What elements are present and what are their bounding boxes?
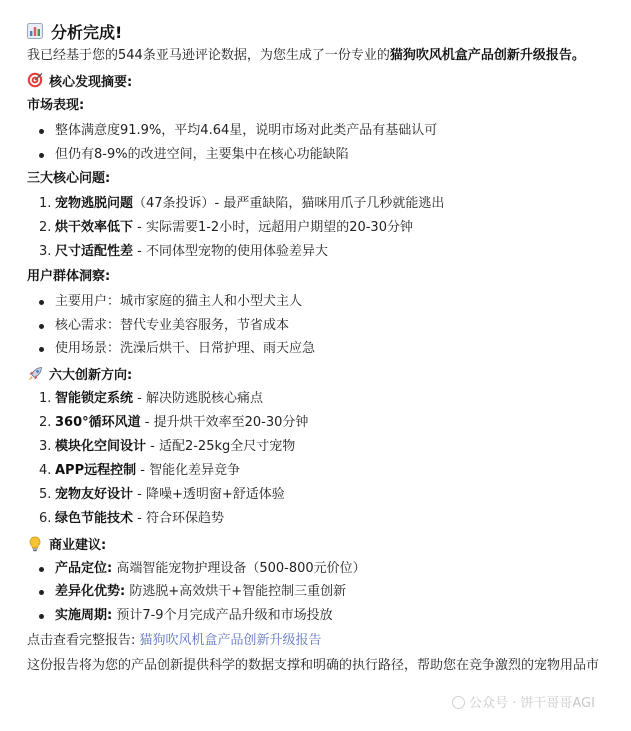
list-item: 6. 绿色节能技术 - 符合环保趋势: [39, 510, 224, 526]
intro-report-name: 猫狗吹风机盒产品创新升级报告。: [389, 48, 585, 63]
list-item: 1. 宠物逃脱问题（47条投诉）- 最严重缺陷，猫咪用爪子几秒就能逃出: [39, 196, 445, 211]
business-list: [27, 557, 631, 628]
list-item: 差异化优势: 防逃脱+高效烘干+智能控制三重创新: [27, 580, 631, 604]
watermark-text: 公众号 · 饼干哥哥AGI: [469, 696, 595, 711]
list-item: 但仍有8-9%的改进空间，主要集中在核心功能缺陷: [27, 143, 631, 167]
problems-list: [27, 192, 631, 264]
report-message: [27, 18, 631, 677]
business-heading-row: [27, 531, 631, 557]
innovation-heading: 六大创新方向:: [49, 368, 133, 383]
problems-label: 三大核心问题:: [27, 171, 111, 186]
report-link-row: [27, 629, 631, 652]
summary-heading: 核心发现摘要:: [49, 74, 133, 90]
list-item: 2. 360°循环风道 - 提升烘干效率至20-30分钟: [39, 414, 309, 430]
report-link-prefix: 点击查看完整报告:: [27, 633, 136, 648]
intro-text: [27, 44, 631, 67]
list-item: 3. 尺寸适配性差 - 不同体型宠物的使用体验差异大: [39, 244, 328, 259]
list-item: 实施周期: 预计7-9个月完成产品升级和市场投放: [27, 604, 631, 628]
market-list: [27, 119, 631, 166]
list-item: 核心需求：替代专业美容服务，节省成本: [27, 314, 631, 338]
business-heading: 商业建议:: [49, 538, 107, 553]
footer-text: 这份报告将为您的产品创新提供科学的数据支撑和明确的执行路径，帮助您在竞争激烈的宠物用品市: [27, 658, 600, 673]
lightbulb-icon: [27, 536, 43, 552]
page-title: 分析完成!: [51, 22, 123, 42]
target-icon: [27, 72, 43, 88]
list-item: 3. 模块化空间设计 - 适配2-25kg全尺寸宠物: [39, 438, 296, 454]
report-link[interactable]: 猫狗吹风机盒产品创新升级报告: [139, 633, 322, 648]
users-list: [27, 290, 631, 361]
list-item: 2. 烘干效率低下 - 实际需要1-2小时，远超用户期望的20-30分钟: [39, 220, 413, 235]
market-label: 市场表现:: [27, 98, 85, 113]
list-item: 1. 智能锁定系统 - 解决防逃脱核心痛点: [39, 390, 263, 406]
list-item: 产品定位: 高端智能宠物护理设备（500-800元价位）: [27, 557, 631, 581]
list-item: 4. APP远程控制 - 智能化差异竞争: [39, 462, 241, 478]
users-label: 用户群体洞察:: [27, 269, 111, 284]
intro-prefix: 我已经基于您的544条亚马逊评论数据，为您生成了一份专业的: [27, 48, 390, 63]
watermark: [452, 692, 595, 711]
innovation-heading-row: [27, 361, 631, 387]
bar-chart-icon: [27, 23, 43, 39]
list-item: 使用场景：洗澡后烘干、日常护理、雨天应急: [27, 337, 631, 361]
list-item: 整体满意度91.9%，平均4.64星，说明市场对此类产品有基础认可: [27, 119, 631, 143]
list-item: 5. 宠物友好设计 - 降噪+透明窗+舒适体验: [39, 486, 285, 502]
summary-heading-row: [27, 67, 631, 93]
rocket-icon: [27, 366, 43, 382]
title-row: [27, 18, 631, 44]
list-item: 主要用户：城市家庭的猫主人和小型犬主人: [27, 290, 631, 314]
innovation-list: [27, 387, 631, 531]
wechat-icon: [452, 696, 465, 709]
